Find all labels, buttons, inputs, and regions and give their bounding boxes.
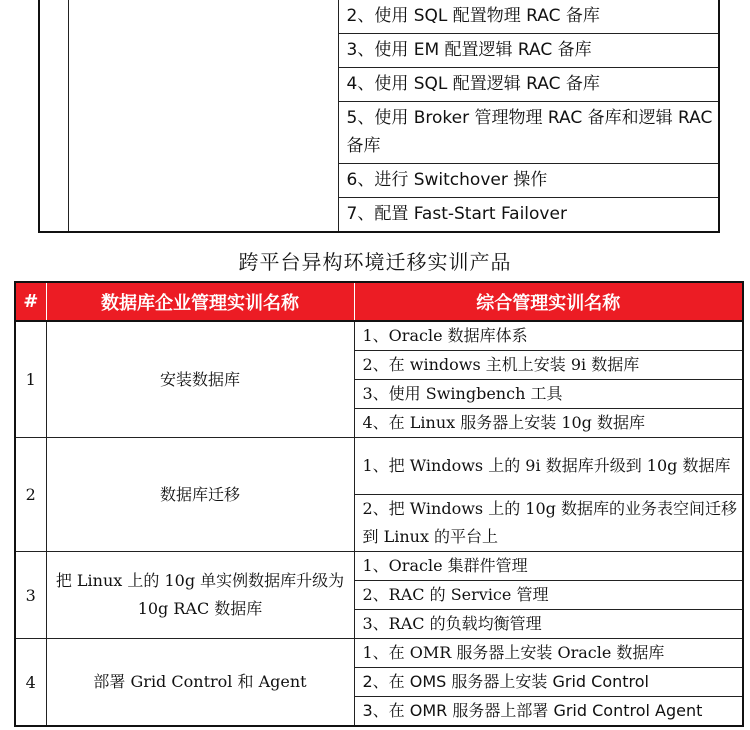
integrated-training-item: 1、Oracle 数据库体系 xyxy=(354,321,743,351)
list-item: 3、使用 EM 配置逻辑 RAC 备库 xyxy=(338,34,719,68)
integrated-training-item: 2、在 OMS 服务器上安装 Grid Control xyxy=(354,668,743,697)
table-caption: 跨平台异构环境迁移实训产品 xyxy=(238,250,512,274)
header-integrated: 综合管理实训名称 xyxy=(354,282,743,321)
table-row xyxy=(15,321,743,351)
table-row xyxy=(15,552,743,581)
integrated-training-item: 3、使用 Swingbench 工具 xyxy=(354,380,743,409)
integrated-training-item: 1、在 OMR 服务器上安装 Oracle 数据库 xyxy=(354,639,743,668)
list-item: 6、进行 Switchover 操作 xyxy=(338,164,719,198)
migration-training-table xyxy=(14,281,744,727)
integrated-training-item: 2、在 windows 主机上安装 9i 数据库 xyxy=(354,351,743,380)
header-row xyxy=(15,282,743,321)
integrated-training-item: 3、RAC 的负载均衡管理 xyxy=(354,610,743,639)
list-item: 5、使用 Broker 管理物理 RAC 备库和逻辑 RAC 备库 xyxy=(338,102,719,164)
integrated-training-item: 1、把 Windows 上的 9i 数据库升级到 10g 数据库 xyxy=(354,438,743,495)
previous-table-continuation xyxy=(38,0,720,233)
header-num: # xyxy=(15,282,46,321)
integrated-training-item: 2、RAC 的 Service 管理 xyxy=(354,581,743,610)
list-item: 7、配置 Fast-Start Failover xyxy=(338,198,719,233)
row-number: 2 xyxy=(15,438,46,552)
enterprise-training-name: 部署 Grid Control 和 Agent xyxy=(46,639,354,727)
list-item: 4、使用 SQL 配置逻辑 RAC 备库 xyxy=(338,68,719,102)
row-number: 1 xyxy=(15,321,46,438)
integrated-training-item: 4、在 Linux 服务器上安装 10g 数据库 xyxy=(354,409,743,438)
enterprise-training-name: 安装数据库 xyxy=(46,321,354,438)
table-row xyxy=(15,639,743,668)
integrated-training-item: 2、把 Windows 上的 10g 数据库的业务表空间迁移到 Linux 的平台上 xyxy=(354,495,743,552)
row-number: 4 xyxy=(15,639,46,727)
integrated-training-item: 1、Oracle 集群件管理 xyxy=(354,552,743,581)
header-enterprise: 数据库企业管理实训名称 xyxy=(46,282,354,321)
blank-cell xyxy=(39,0,68,232)
list-item: 2、使用 SQL 配置物理 RAC 备库 xyxy=(338,0,719,34)
enterprise-training-name: 把 Linux 上的 10g 单实例数据库升级为 10g RAC 数据库 xyxy=(46,552,354,639)
blank-cell xyxy=(68,0,338,232)
table-row xyxy=(15,438,743,495)
enterprise-training-name: 数据库迁移 xyxy=(46,438,354,552)
row-number: 3 xyxy=(15,552,46,639)
table-row xyxy=(39,0,719,34)
integrated-training-item: 3、在 OMR 服务器上部署 Grid Control Agent xyxy=(354,697,743,727)
